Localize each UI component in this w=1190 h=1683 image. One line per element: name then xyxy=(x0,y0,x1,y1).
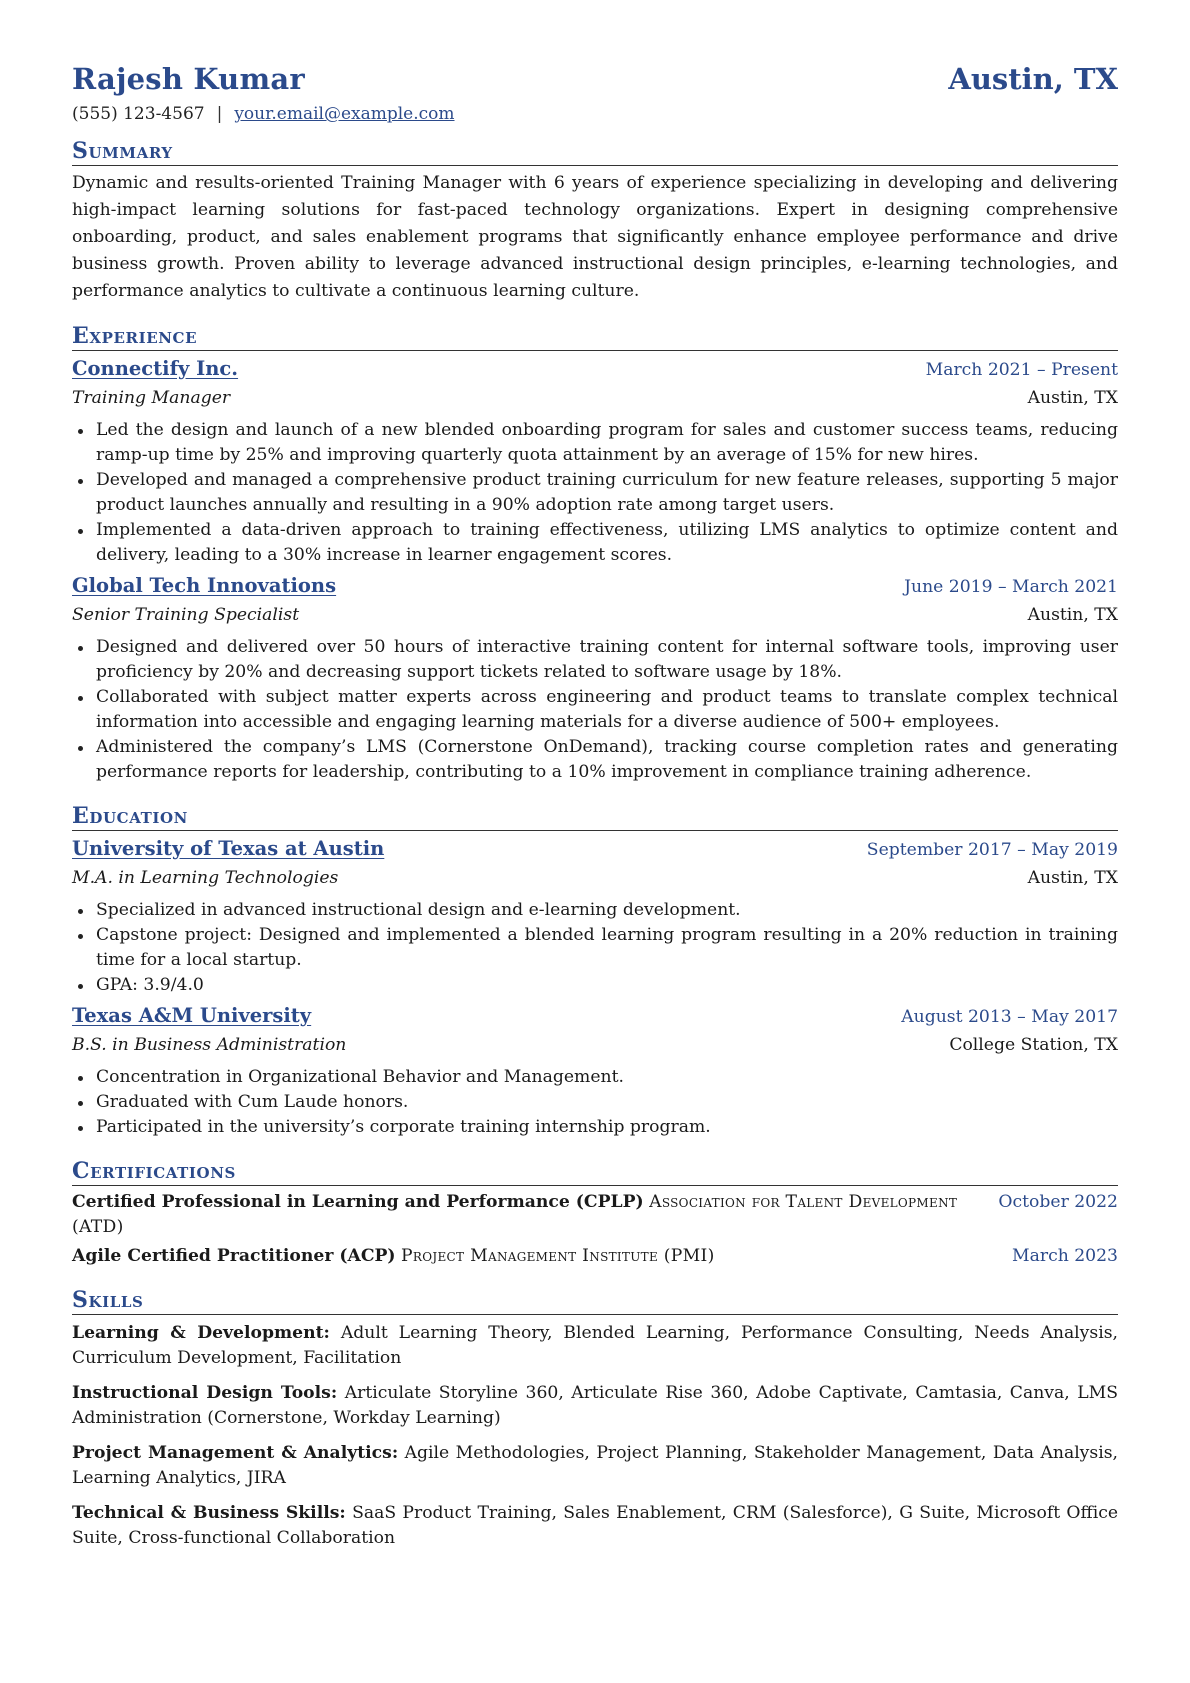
achievement-item: Implemented a data-driven approach to training effectiveness, utilizing LMS analytics to optimize content and delivery, leading to a 30% increase in learner engagement scores. xyxy=(96,518,1118,568)
candidate-location: Austin, TX xyxy=(948,62,1118,96)
candidate-name: Rajesh Kumar xyxy=(72,62,305,96)
experience-entry xyxy=(72,355,1118,568)
email-link[interactable]: your.email@example.com xyxy=(234,104,455,124)
skill-group-text: Articulate Storyline 360, Articulate Rise 360, Adobe Captivate, Camtasia, Canva, LMS Administration (Cornerstone, Workday Learning) xyxy=(72,1383,1118,1428)
phone-number: (555) 123-4567 xyxy=(72,104,205,124)
education-detail-list xyxy=(72,1065,1118,1140)
skill-group-label: Learning & Development: xyxy=(72,1323,330,1343)
skill-group xyxy=(72,1381,1118,1431)
certification-name: Certified Professional in Learning and Performance (CPLP) xyxy=(72,1192,644,1212)
study-dates: September 2017 – May 2019 xyxy=(866,840,1118,860)
study-dates: August 2013 – May 2017 xyxy=(901,1007,1118,1027)
employer-link[interactable]: Global Tech Innovations xyxy=(72,574,337,597)
experience-heading: Experience xyxy=(72,323,1118,351)
achievement-item: Led the design and launch of a new blended onboarding program for sales and customer success teams, reducing ramp-up time by 25% and improving quarterly quota attainment by an average of 15% for new hires. xyxy=(96,418,1118,468)
job-title: Senior Training Specialist xyxy=(72,605,300,625)
education-heading: Education xyxy=(72,803,1118,831)
education-entry xyxy=(72,1002,1118,1140)
achievement-list xyxy=(72,418,1118,568)
education-entry xyxy=(72,835,1118,998)
skill-group-label: Technical & Business Skills: xyxy=(72,1503,346,1523)
contact-separator: | xyxy=(216,104,223,124)
institution-link[interactable]: University of Texas at Austin xyxy=(72,837,385,860)
degree: M.A. in Learning Technologies xyxy=(72,868,339,888)
skill-group xyxy=(72,1441,1118,1491)
summary-text: Dynamic and results-oriented Training Manager with 6 years of experience specializing in developing and delivering high-impact learning solutions for fast-paced technology organizations. Expert in designing comprehensive onboarding, product, and sales enablement programs that significantly enhance employee performance and drive business growth. Proven ability to leverage advanced instructional design principles, e-learning technologies, and performance analytics to cultivate a continuous learning culture. xyxy=(72,173,1118,301)
institution-location: College Station, TX xyxy=(949,1035,1118,1055)
skill-group-text: Adult Learning Theory, Blended Learning, Performance Consulting, Needs Analysis, Curriculum Development, Facilitation xyxy=(72,1323,1118,1368)
summary-heading: Summary xyxy=(72,138,1118,166)
employment-dates: June 2019 – March 2021 xyxy=(904,577,1118,597)
job-title: Training Manager xyxy=(72,388,231,408)
education-detail-list xyxy=(72,898,1118,998)
certification-date: March 2023 xyxy=(1012,1246,1118,1266)
institution-location: Austin, TX xyxy=(1027,868,1118,888)
education-detail-item: Participated in the university’s corporate training internship program. xyxy=(96,1115,1118,1140)
achievement-item: Designed and delivered over 50 hours of interactive training content for internal software tools, improving user proficiency by 20% and decreasing support tickets related to software usage by 18%. xyxy=(96,635,1118,685)
skill-group-text: SaaS Product Training, Sales Enablement, CRM (Salesforce), G Suite, Microsoft Office Suite, Cross-functional Collaboration xyxy=(72,1503,1118,1548)
institution-link[interactable]: Texas A&M University xyxy=(72,1004,312,1027)
certification-name: Agile Certified Practitioner (ACP) xyxy=(72,1246,396,1266)
resume-header xyxy=(72,62,1118,96)
certifications-heading: Certifications xyxy=(72,1158,1118,1186)
achievement-item: Developed and managed a comprehensive product training curriculum for new feature releases, supporting 5 major product launches annually and resulting in a 90% adoption rate among target users. xyxy=(96,468,1118,518)
employment-dates: March 2021 – Present xyxy=(925,360,1118,380)
certification-date: October 2022 xyxy=(998,1192,1118,1212)
certification-issuer: Association for Talent Development (ATD) xyxy=(72,1192,958,1237)
achievement-item: Administered the company’s LMS (Cornerstone OnDemand), tracking course completion rates and generating performance reports for leadership, contributing to a 10% improvement in compliance training adherence. xyxy=(96,735,1118,785)
education-detail-item: Specialized in advanced instructional design and e-learning development. xyxy=(96,898,1118,923)
skill-group-text: Agile Methodologies, Project Planning, Stakeholder Management, Data Analysis, Learning Analytics, JIRA xyxy=(72,1443,1118,1488)
contact-line xyxy=(72,104,1118,124)
certification-item xyxy=(72,1190,1118,1240)
education-detail-item: Concentration in Organizational Behavior and Management. xyxy=(96,1065,1118,1090)
job-location: Austin, TX xyxy=(1027,388,1118,408)
achievement-item: Collaborated with subject matter experts across engineering and product teams to translate complex technical information into accessible and engaging learning materials for a diverse audience of 500+ employees. xyxy=(96,685,1118,735)
certification-item xyxy=(72,1244,1118,1269)
education-detail-item: Capstone project: Designed and implemented a blended learning program resulting in a 20% reduction in training time for a local startup. xyxy=(96,923,1118,973)
skill-group xyxy=(72,1321,1118,1371)
job-location: Austin, TX xyxy=(1027,605,1118,625)
employer-link[interactable]: Connectify Inc. xyxy=(72,357,239,380)
skill-group-label: Project Management & Analytics: xyxy=(72,1443,399,1463)
skill-group xyxy=(72,1501,1118,1551)
education-detail-item: Graduated with Cum Laude honors. xyxy=(96,1090,1118,1115)
certification-issuer: Project Management Institute (PMI) xyxy=(401,1246,715,1266)
degree: B.S. in Business Administration xyxy=(72,1035,347,1055)
education-detail-item: GPA: 3.9/4.0 xyxy=(96,973,1118,998)
experience-entry xyxy=(72,572,1118,785)
skill-group-label: Instructional Design Tools: xyxy=(72,1383,338,1403)
skills-heading: Skills xyxy=(72,1287,1118,1315)
achievement-list xyxy=(72,635,1118,785)
